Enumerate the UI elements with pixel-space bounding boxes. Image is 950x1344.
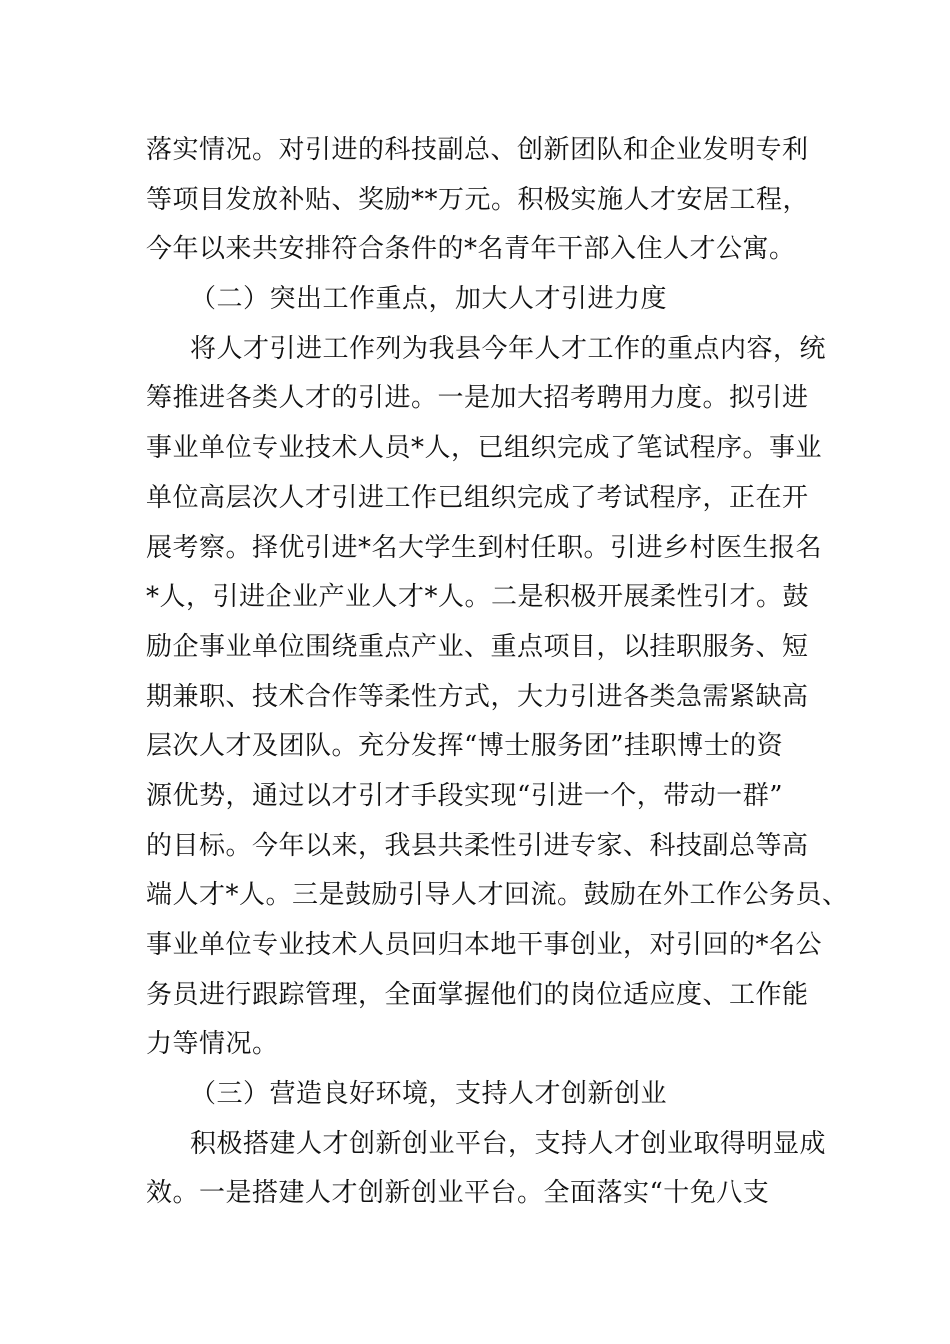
paragraph-line: 端人才*人。三是鼓励引导人才回流。鼓励在外工作公务员、 [146, 880, 849, 911]
paragraph-line: 源优势，通过以才引才手段实现“引进一个，带动一群” [146, 780, 784, 811]
paragraph-line: 务员进行跟踪管理，全面掌握他们的岗位适应度、工作能 [146, 979, 809, 1010]
paragraph-line: 等项目发放补贴、奖励**万元。积极实施人才安居工程， [146, 184, 810, 215]
paragraph-line: 期兼职、技术合作等柔性方式，大力引进各类急需紧缺高 [146, 681, 809, 712]
paragraph-line: 落实情况。对引进的科技副总、创新团队和企业发明专利 [146, 135, 809, 165]
paragraph-line: 事业单位专业技术人员*人，已组织完成了笔试程序。事业 [146, 433, 823, 464]
paragraph-line: 力等情况。 [146, 1029, 279, 1060]
paragraph-line: 将人才引进工作列为我县今年人才工作的重点内容，统 [190, 333, 827, 364]
document-body [146, 126, 849, 1219]
paragraph-line: 展考察。择优引进*名大学生到村任职。引进乡村医生报名 [146, 532, 823, 563]
paragraph-line: 筹推进各类人才的引进。一是加大招考聘用力度。拟引进 [146, 383, 809, 414]
paragraph-line: *人，引进企业产业人才*人。二是积极开展柔性引才。鼓 [146, 582, 810, 613]
section-heading: （三）营造良好环境，支持人才创新创业 [190, 1079, 668, 1110]
paragraph-line: 层次人才及团队。充分发挥“博士服务团”挂职博士的资 [146, 731, 784, 762]
paragraph-line: 事业单位专业技术人员回归本地干事创业，对引回的*名公 [146, 930, 823, 960]
paragraph-line: 励企事业单位围绕重点产业、重点项目，以挂职服务、短 [146, 631, 809, 662]
paragraph-line: 效。一是搭建人才创新创业平台。全面落实“十免八支 [146, 1178, 770, 1209]
paragraph-line: 的目标。今年以来，我县共柔性引进专家、科技副总等高 [146, 830, 809, 861]
section-heading: （二）突出工作重点，加大人才引进力度 [190, 284, 668, 315]
paragraph-line: 单位高层次人才引进工作已组织完成了考试程序，正在开 [146, 482, 809, 513]
paragraph-line: 积极搭建人才创新创业平台，支持人才创业取得明显成 [190, 1128, 827, 1159]
paragraph-line: 今年以来共安排符合条件的*名青年干部入住人才公寓。 [146, 234, 796, 265]
